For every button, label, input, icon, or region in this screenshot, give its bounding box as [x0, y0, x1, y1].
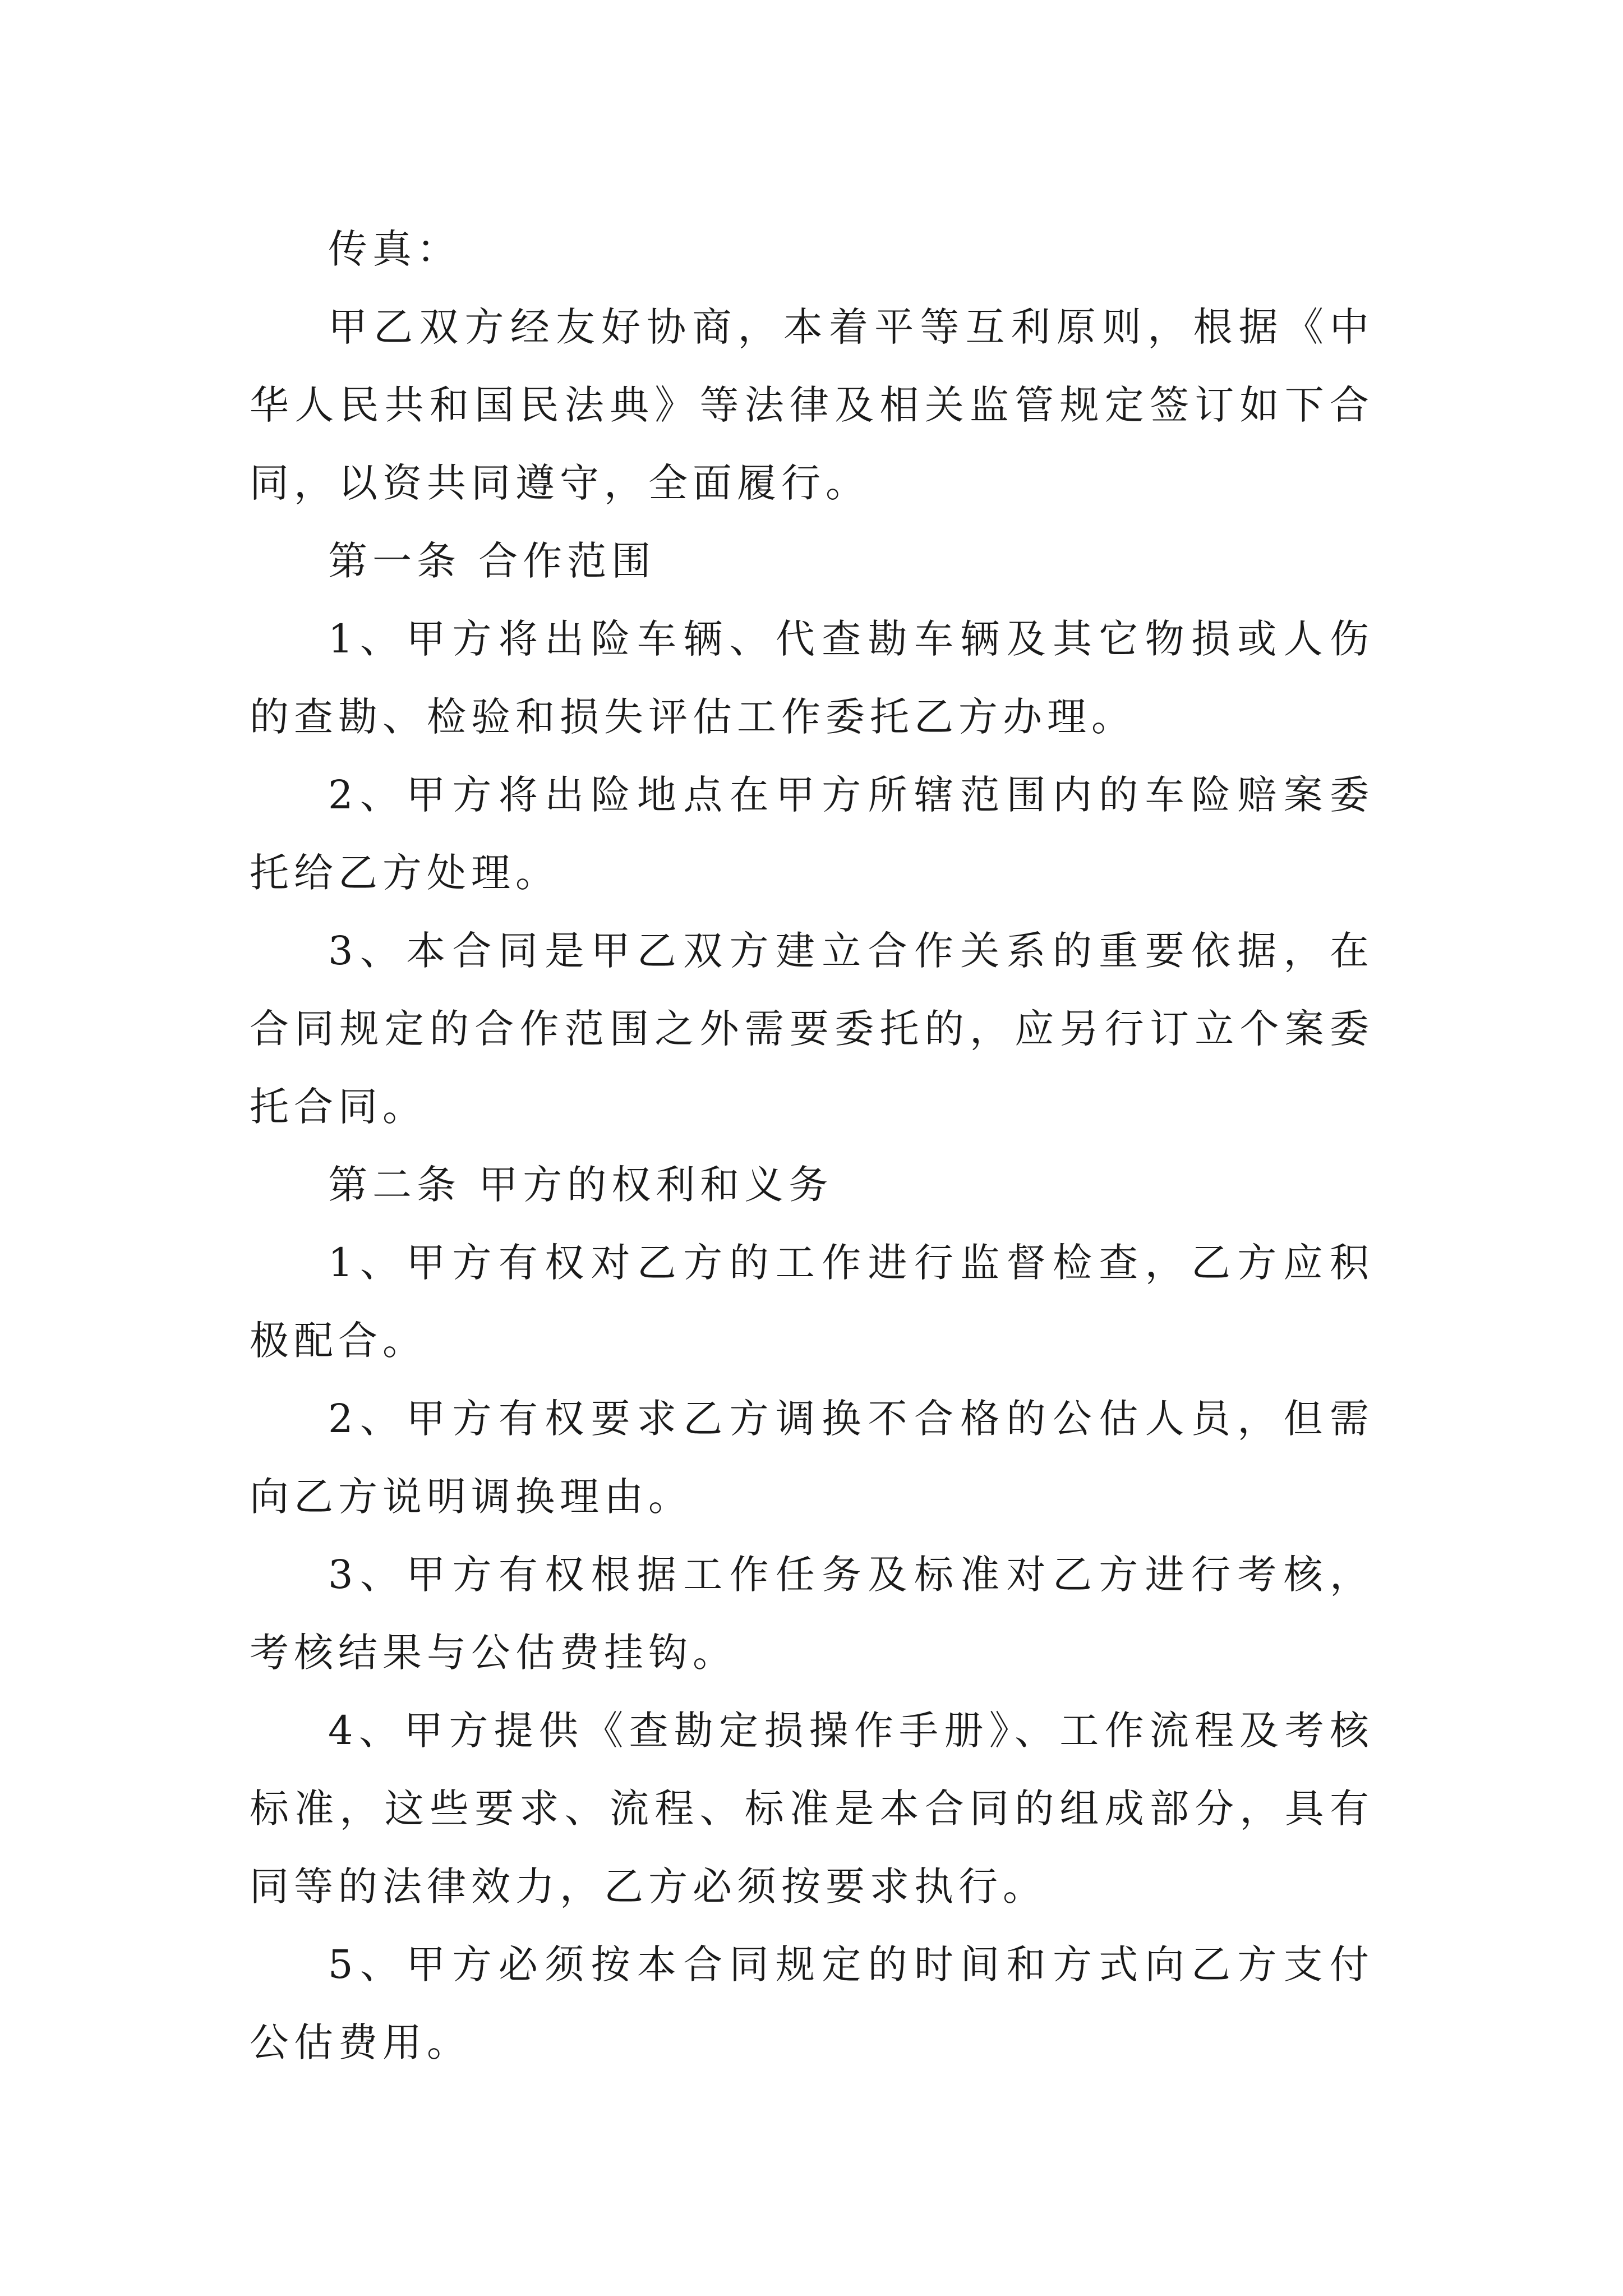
- article-2-clause-2: 2、甲方有权要求乙方调换不合格的公估人员，但需向乙方说明调换理由。: [250, 1396, 1374, 1520]
- article-1-heading: 第一条 合作范围: [328, 538, 656, 584]
- article-2-clause-3: 3、甲方有权根据工作任务及标准对乙方进行考核，考核结果与公估费挂钩。: [250, 1552, 1374, 1676]
- article-1-clause-2: 2、甲方将出险地点在甲方所辖范围内的车险赔案委托给乙方处理。: [250, 772, 1374, 896]
- article-2-heading: 第二条 甲方的权利和义务: [328, 1162, 833, 1208]
- fax-line: 传真：: [328, 226, 461, 272]
- article-1-clause-1: 1、甲方将出险车辆、代查勘车辆及其它物损或人伤的查勘、检验和损失评估工作委托乙方办理。: [250, 616, 1374, 740]
- article-2-clause-4: 4、甲方提供《查勘定损操作手册》、工作流程及考核标准，这些要求、流程、标准是本合同的组成部分，具有同等的法律效力，乙方必须按要求执行。: [250, 1708, 1374, 1910]
- article-2-clause-5: 5、甲方必须按本合同规定的时间和方式向乙方支付公估费用。: [250, 1941, 1374, 2065]
- article-2-clause-1: 1、甲方有权对乙方的工作进行监督检查，乙方应积极配合。: [250, 1240, 1374, 1364]
- preamble-paragraph: 甲乙双方经友好协商，本着平等互利原则，根据《中华人民共和国民法典》等法律及相关监管规定签订如下合同，以资共同遵守，全面履行。: [250, 304, 1374, 506]
- article-1-clause-3: 3、本合同是甲乙双方建立合作关系的重要依据，在合同规定的合作范围之外需要委托的，应另行订立个案委托合同。: [250, 928, 1374, 1130]
- document-body: [250, 210, 1374, 2082]
